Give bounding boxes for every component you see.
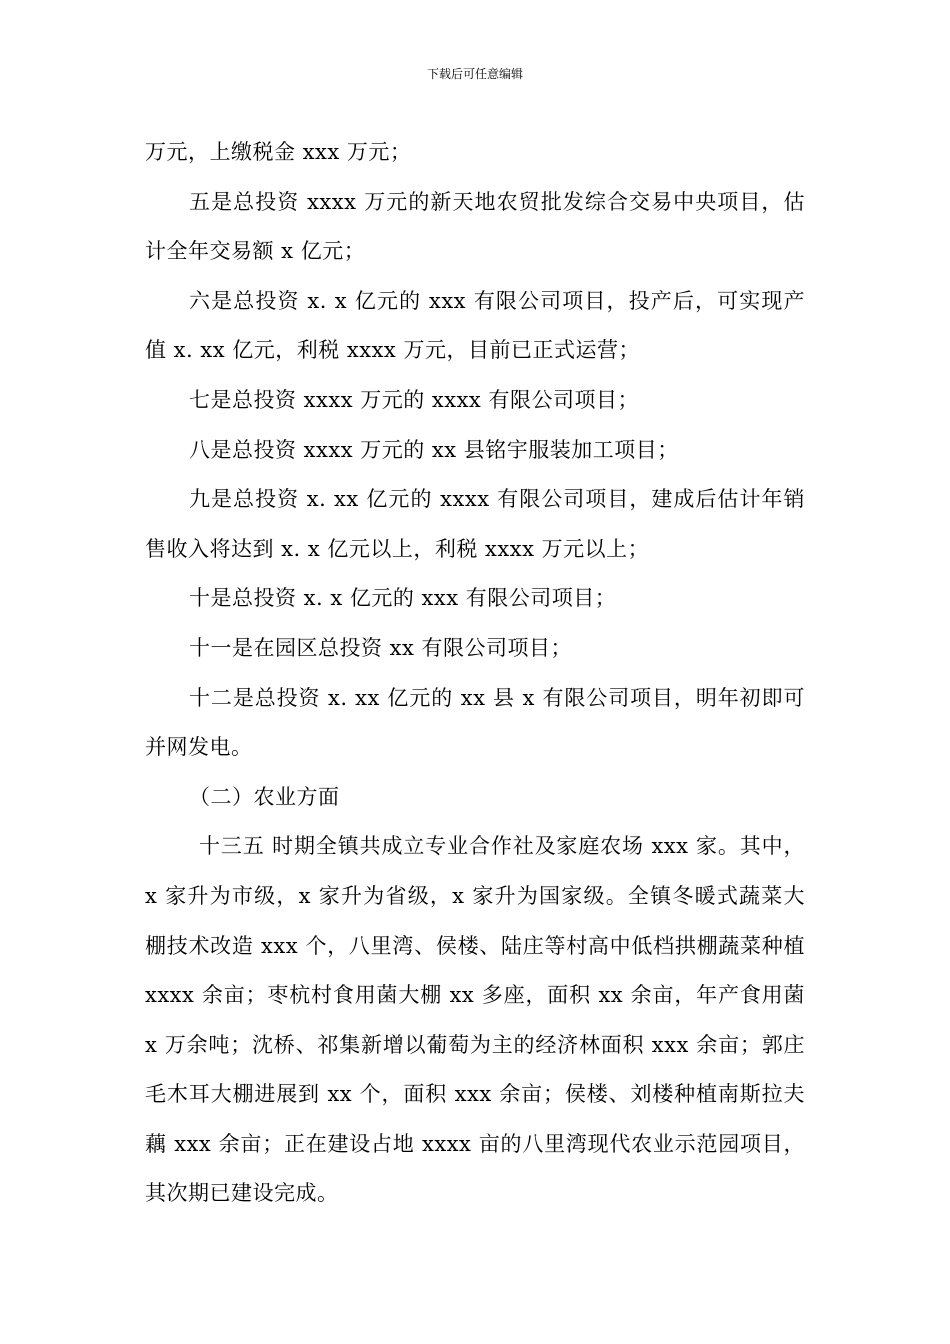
paragraph-item-8: 八是总投资 xxxx 万元的 xx 县铭宇服装加工项目；: [189, 437, 679, 462]
document-body: [145, 128, 805, 1219]
paragraph-continuation: 万元，上缴税金 xxx 万元；: [145, 140, 412, 164]
paragraph-item-12: 十二是总投资 x. xx 亿元的 xx 县 x 有限公司项目，明年初即可并网发电。: [145, 685, 805, 760]
section-heading-agriculture: （二）农业方面: [189, 784, 340, 809]
paragraph-agriculture: 十三五 时期全镇共成立专业合作社及家庭农场 xxx 家。其中，x 家升为市级，x 家升为省级，x 家升为国家级。全镇冬暖式蔬菜大棚技术改造 xxx 个，八里湾、侯楼、陆庄等村高中低档拱棚蔬菜种植 xxxx 余亩；枣杭村食用菌大棚 xx 多座，面积 xx 余亩，年产食用菌 x 万余吨；沈桥、祁集新增以葡萄为主的经济林面积 xxx 余亩；郭庄毛木耳大棚进展到 xx 个，面积 xxx 余亩；侯楼、刘楼种植南斯拉夫藕 xxx 余亩；正在建设占地 xxxx 亩的八里湾现代农业示范园项目，其次期已建设完成。: [145, 834, 805, 1206]
paragraph-item-10: 十是总投资 x. x 亿元的 xxx 有限公司项目；: [189, 586, 617, 611]
paragraph-item-11: 十一是在园区总投资 xx 有限公司项目；: [189, 635, 573, 660]
page-header: 下载后可任意编辑: [426, 67, 523, 81]
paragraph-item-5: 五是总投资 xxxx 万元的新天地农贸批发综合交易中央项目，估计全年交易额 x 亿元；: [145, 189, 805, 264]
paragraph-item-9: 九是总投资 x. xx 亿元的 xxxx 有限公司项目，建成后估计年销售收入将达到 x. x 亿元以上，利税 xxxx 万元以上；: [145, 487, 805, 561]
paragraph-item-7: 七是总投资 xxxx 万元的 xxxx 有限公司项目；: [189, 387, 639, 412]
paragraph-item-6: 六是总投资 x. x 亿元的 xxx 有限公司项目，投产后，可实现产值 x. xx 亿元，利税 xxxx 万元，目前已正式运营；: [145, 288, 805, 363]
